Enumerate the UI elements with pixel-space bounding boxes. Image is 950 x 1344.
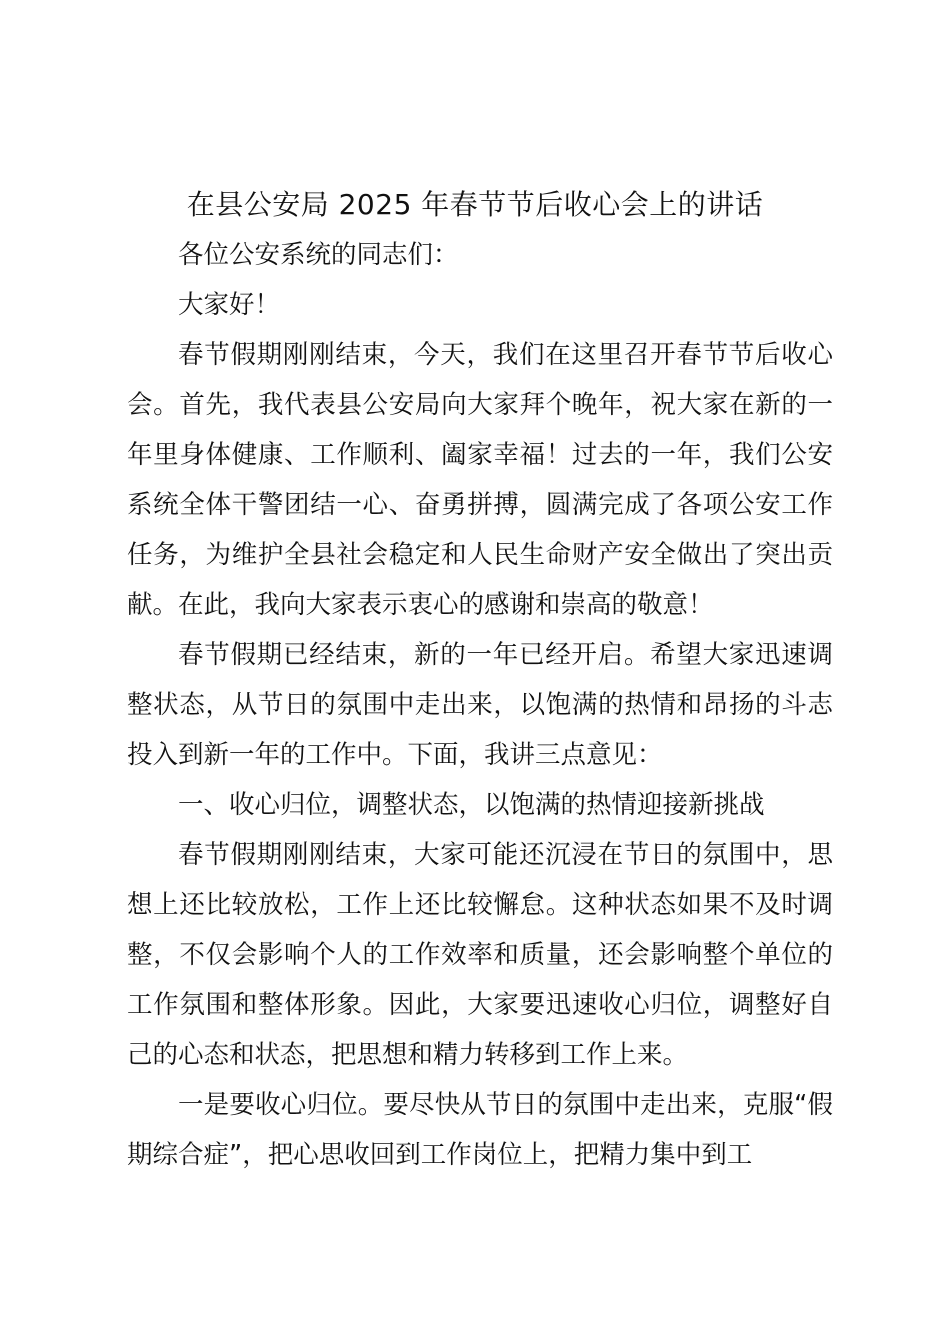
outline-paragraph: 春节假期已经结束，新的一年已经开启。希望大家迅速调整状态，从节日的氛围中走出来，以饱满的热情和昂扬的斗志投入到新一年的工作中。下面，我讲三点意见： [127, 640, 833, 770]
document-title: 在县公安局 2025 年春节节后收心会上的讲话 [186, 188, 764, 221]
section-paragraph: 春节假期刚刚结束，大家可能还沉浸在节日的氛围中，思想上还比较放松，工作上还比较懈怠。这种状态如果不及时调整，不仅会影响个人的工作效率和质量，还会影响整个单位的工作氛围和整体形象。因此，大家要迅速收心归位，调整好自己的心态和状态，把思想和精力转移到工作上来。 [127, 840, 833, 1070]
section-heading: 一、收心归位，调整状态，以饱满的热情迎接新挑战 [178, 790, 765, 820]
intro-paragraph: 春节假期刚刚结束，今天，我们在这里召开春节节后收心会。首先，我代表县公安局向大家拜个晚年，祝大家在新的一年里身体健康、工作顺利、阖家幸福！过去的一年，我们公安系统全体干警团结一心、奋勇拼搏，圆满完成了各项公安工作任务，为维护全县社会稳定和人民生命财产安全做出了突出贡献。在此，我向大家表示衷心的感谢和崇高的敬意！ [127, 340, 833, 620]
greeting: 大家好！ [178, 290, 281, 320]
section-paragraph: 一是要收心归位。要尽快从节日的氛围中走出来，克服“假期综合症”，把心思收回到工作岗位上，把精力集中到工 [127, 1090, 833, 1170]
salutation: 各位公安系统的同志们： [178, 240, 459, 270]
document-body [127, 230, 833, 1180]
